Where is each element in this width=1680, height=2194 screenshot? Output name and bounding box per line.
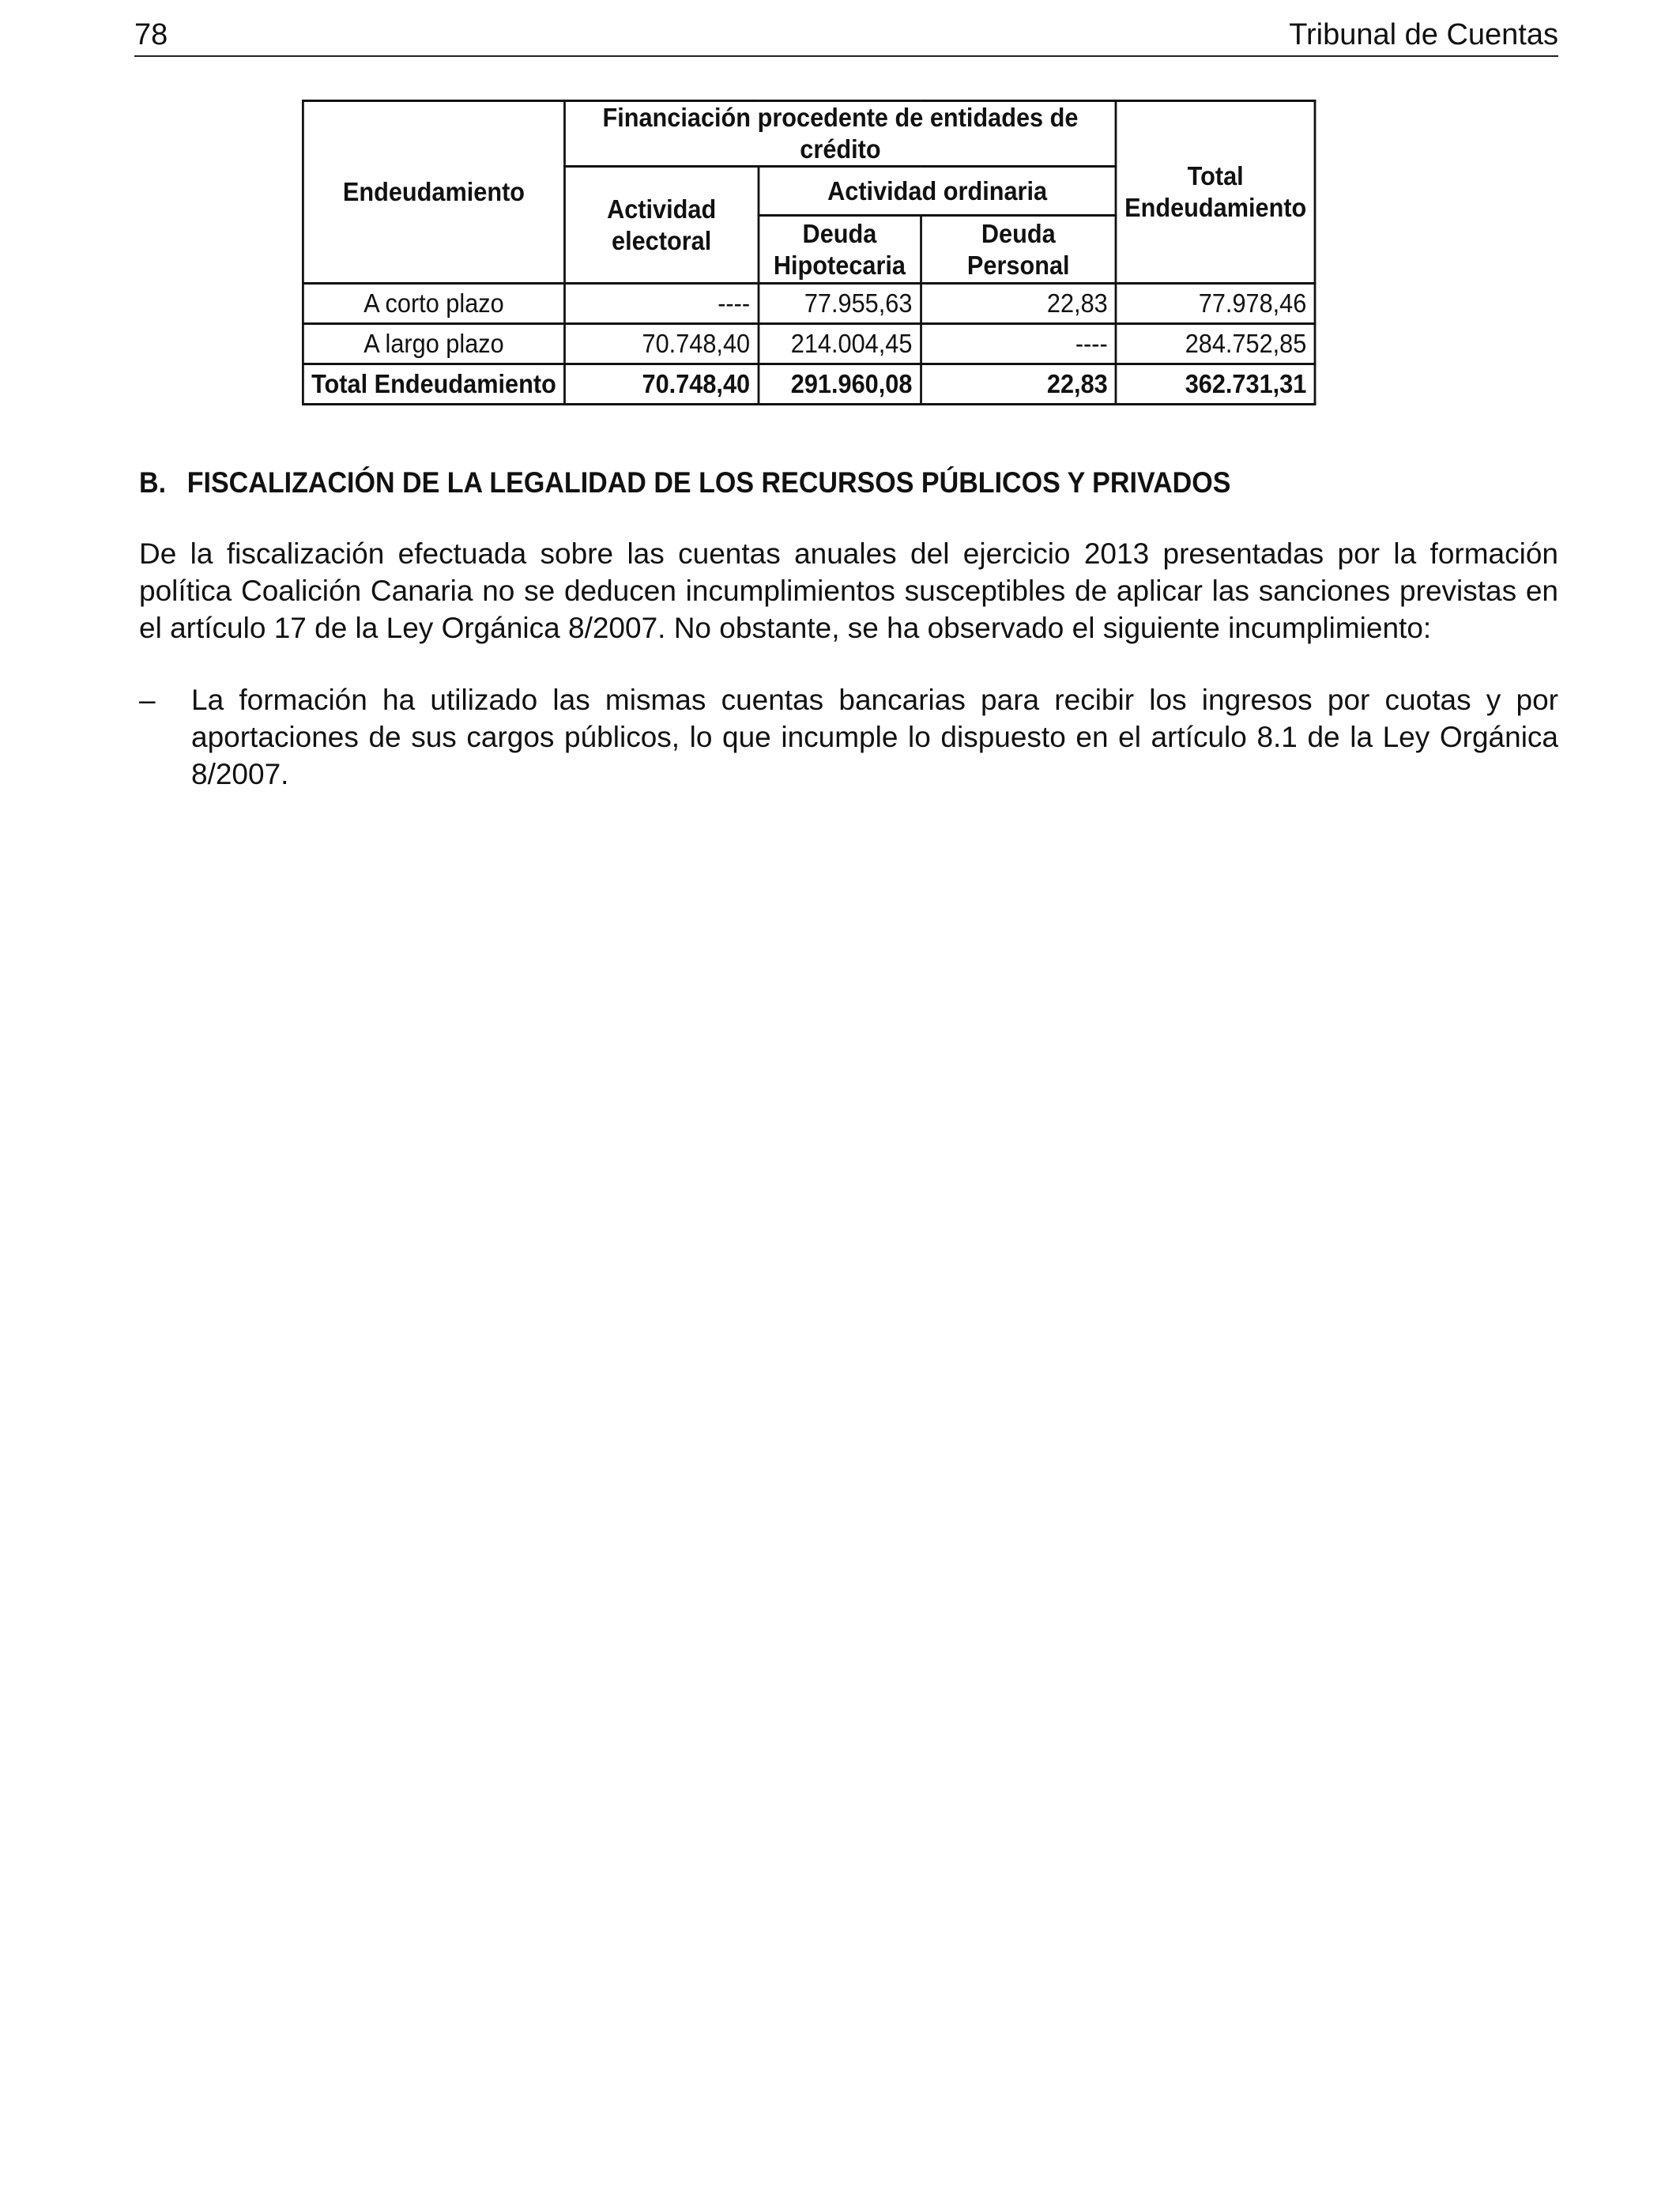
header-actividad-electoral: Actividad electoral [565, 167, 759, 284]
cell-deuda-personal: ---- [921, 324, 1116, 364]
page-header [134, 14, 1558, 57]
cell-deuda-hipotecaria: 291.960,08 [759, 364, 921, 405]
body-paragraph: De la fiscalización efectuada sobre las cuentas anuales del ejercicio 2013 presentadas por la formación política Coalición Canaria no se deducen incumplimientos susceptibles de aplicar las sanciones previstas en el artículo 17 de la Ley Orgánica 8/2007. No obstante, se ha observado el siguiente incumplimiento: [139, 537, 1558, 644]
header-total-endeudamiento: Total Endeudamiento [1116, 101, 1315, 284]
table-row [303, 324, 1315, 364]
row-label: A largo plazo [303, 324, 564, 364]
section-title: FISCALIZACIÓN DE LA LEGALIDAD DE LOS RECURSOS PÚBLICOS Y PRIVADOS [186, 466, 1231, 499]
cell-deuda-personal: 22,83 [921, 364, 1116, 405]
cell-deuda-personal: 22,83 [921, 284, 1116, 324]
table-header [303, 101, 1315, 284]
cell-actividad-electoral: ---- [565, 284, 759, 324]
table-row-total [303, 364, 1315, 405]
table-row [303, 284, 1315, 324]
cell-total: 77.978,46 [1116, 284, 1315, 324]
row-label: Total Endeudamiento [303, 364, 564, 405]
dash-bullet-icon: – [139, 684, 156, 716]
list-item-text: La formación ha utilizado las mismas cuentas bancarias para recibir los ingresos por cuotas y por aportaciones de sus cargos públicos, lo que incumple lo dispuesto en el artículo 8.1 de la Ley Orgánica 8/2007. [191, 684, 1558, 790]
cell-total: 284.752,85 [1116, 324, 1315, 364]
header-actividad-ordinaria: Actividad ordinaria [759, 167, 1117, 216]
running-title: Tribunal de Cuentas [1289, 18, 1558, 51]
cell-actividad-electoral: 70.748,40 [565, 324, 759, 364]
section-letter: B. [139, 466, 167, 499]
debt-table [302, 100, 1316, 405]
header-deuda-hipotecaria: Deuda Hipotecaria [759, 216, 921, 284]
header-deuda-personal: Deuda Personal [921, 216, 1116, 284]
cell-deuda-hipotecaria: 214.004,45 [759, 324, 921, 364]
cell-actividad-electoral: 70.748,40 [565, 364, 759, 405]
section-heading [139, 463, 1448, 503]
page-number: 78 [134, 18, 168, 51]
table-body [303, 284, 1315, 405]
header-financiacion: Financiación procedente de entidades de crédito [565, 101, 1117, 167]
row-label: A corto plazo [303, 284, 564, 324]
list-item [139, 681, 1558, 793]
cell-deuda-hipotecaria: 77.955,63 [759, 284, 921, 324]
cell-total: 362.731,31 [1116, 364, 1315, 405]
header-endeudamiento: Endeudamiento [303, 101, 564, 284]
